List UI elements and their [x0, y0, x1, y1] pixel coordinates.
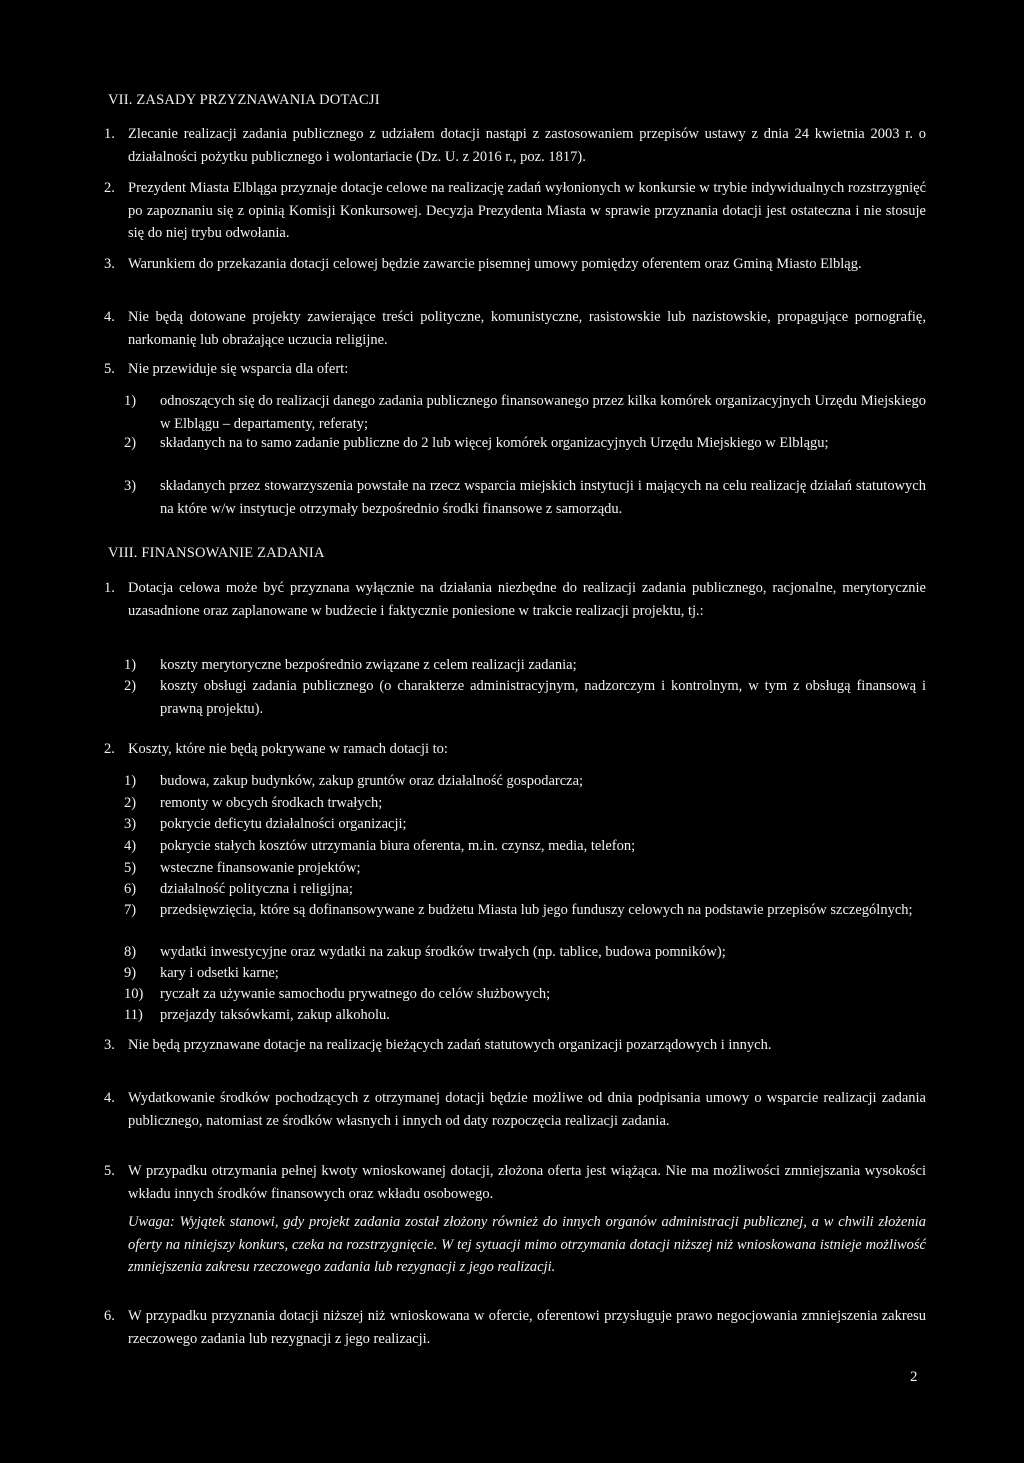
- item-text: W przypadku otrzymania pełnej kwoty wnioskowanej dotacji, złożona oferta jest wiążąca. Nie ma możliwości zmniejszania wysokości wkładu innych środków finansowych oraz wkładu osobowego.: [128, 1163, 926, 1202]
- sub-text: działalność polityczna i religijna;: [160, 881, 353, 897]
- sub-text: składanych na to samo zadanie publiczne do 2 lub więcej komórek organizacyjnych Urzędu Miejskiego w Elblągu;: [160, 435, 829, 451]
- sec8-sub2-2: [124, 792, 926, 815]
- sub-number: 7): [124, 902, 137, 918]
- sec8-item-5: [104, 1160, 926, 1205]
- item-number: 3.: [104, 256, 115, 272]
- sec8-sub2-3: [124, 813, 926, 836]
- sec7-item-2: [104, 177, 926, 245]
- sec8-sub2-8: [124, 941, 926, 964]
- sub-text: składanych przez stowarzyszenia powstałe na rzecz wsparcia miejskich instytucji i mających na celu realizację działań statutowych na które w/w instytucje otrzymały bezpośrednio środki finansowe z samorządu.: [160, 478, 926, 517]
- item-number: 5.: [104, 361, 115, 377]
- sec8-sub2-11: [124, 1004, 926, 1027]
- sec8-sub1-2: [124, 675, 926, 720]
- item-number: 2.: [104, 180, 115, 196]
- item-text: Nie będą dotowane projekty zawierające treści polityczne, komunistyczne, rasistowskie lub nazistowskie, propagujące pornografię, narkomanię lub obrażające uczucia religijne.: [128, 309, 926, 348]
- sec8-sub2-5: [124, 857, 926, 880]
- item-text: Zlecanie realizacji zadania publicznego z udziałem dotacji nastąpi z zastosowaniem przepisów ustawy z dnia 24 kwietnia 2003 r. o działalności pożytku publicznego i wolontariacie (Dz. U. z 2016 r., poz. 1817).: [128, 126, 926, 165]
- sec8-item-6: [104, 1305, 926, 1350]
- sub-number: 2): [124, 795, 137, 811]
- sec8-sub2-4: [124, 835, 926, 858]
- sub-number: 5): [124, 860, 137, 876]
- sec8-sub2-1: [124, 770, 926, 793]
- sec7-sub-2: [124, 432, 926, 455]
- sub-number: 11): [124, 1007, 143, 1023]
- sec8-sub2-10: [124, 983, 926, 1006]
- section-8-heading: VIII. FINANSOWANIE ZADANIA: [108, 545, 325, 561]
- item-number: 1.: [104, 126, 115, 142]
- item-number: 4.: [104, 309, 115, 325]
- item-text: Nie przewiduje się wsparcia dla ofert:: [128, 361, 349, 377]
- section-7-heading: VII. ZASADY PRZYZNAWANIA DOTACJI: [108, 92, 380, 108]
- item-text: Warunkiem do przekazania dotacji celowej będzie zawarcie pisemnej umowy pomiędzy oferentem oraz Gminą Miasto Elbląg.: [128, 256, 862, 272]
- sub-number: 1): [124, 657, 137, 673]
- item-text: Prezydent Miasta Elbląga przyznaje dotacje celowe na realizację zadań wyłonionych w konkursie w trybie indywidualnych rozstrzygnięć po zapoznaniu się z opinią Komisji Konkursowej. Decyzja Prezydenta Miasta w sprawie przyznania dotacji jest ostateczna i nie stosuje się do niej trybu odwołania.: [128, 180, 926, 241]
- item-text: Dotacja celowa może być przyznana wyłącznie na działania niezbędne do realizacji zadania publicznego, racjonalne, merytorycznie uzasadnione oraz zaplanowane w budżecie i faktycznie poniesione w trakcie realizacji projektu, tj.:: [128, 580, 926, 619]
- sub-text: wydatki inwestycyjne oraz wydatki na zakup środków trwałych (np. tablice, budowa pomników);: [160, 944, 726, 960]
- item-number: 3.: [104, 1037, 115, 1053]
- sec8-item-4: [104, 1087, 926, 1132]
- sub-number: 1): [124, 393, 137, 409]
- sub-text: wsteczne finansowanie projektów;: [160, 860, 361, 876]
- sub-text: odnoszących się do realizacji danego zadania publicznego finansowanego przez kilka komórek organizacyjnych Urzędu Miejskiego w Elblągu – departamenty, referaty;: [160, 393, 926, 432]
- sub-number: 3): [124, 478, 137, 494]
- sec7-item-1: [104, 123, 926, 168]
- sec8-sub2-9: [124, 962, 926, 985]
- sub-number: 9): [124, 965, 137, 981]
- sub-text: pokrycie stałych kosztów utrzymania biura oferenta, m.in. czynsz, media, telefon;: [160, 838, 636, 854]
- item-text: W przypadku przyznania dotacji niższej niż wnioskowana w ofercie, oferentowi przysługuje prawo negocjowania zmniejszenia zakresu rzeczowego zadania lub rezygnacji z jego realizacji.: [128, 1308, 926, 1347]
- sec7-item-4: [104, 306, 926, 351]
- sec8-item-1: [104, 577, 926, 622]
- sub-number: 8): [124, 944, 137, 960]
- sub-number: 1): [124, 773, 137, 789]
- sec8-sub2-6: [124, 878, 926, 901]
- item-text: Nie będą przyznawane dotacje na realizację bieżących zadań statutowych organizacji pozarządowych i innych.: [128, 1037, 772, 1053]
- sec7-sub-1: [124, 390, 926, 435]
- sub-text: przejazdy taksówkami, zakup alkoholu.: [160, 1007, 390, 1023]
- item-text: Koszty, które nie będą pokrywane w ramach dotacji to:: [128, 741, 448, 757]
- sec8-item-2: [104, 738, 926, 761]
- item-number: 1.: [104, 580, 115, 596]
- item-number: 4.: [104, 1090, 115, 1106]
- sub-number: 2): [124, 678, 137, 694]
- sec8-sub2-7: [124, 899, 926, 922]
- sub-text: remonty w obcych środkach trwałych;: [160, 795, 383, 811]
- sub-text: budowa, zakup budynków, zakup gruntów oraz działalność gospodarcza;: [160, 773, 584, 789]
- sub-number: 3): [124, 816, 137, 832]
- sub-number: 10): [124, 986, 144, 1002]
- sub-text: pokrycie deficytu działalności organizacji;: [160, 816, 407, 832]
- item-number: 6.: [104, 1308, 115, 1324]
- sub-number: 6): [124, 881, 137, 897]
- sec7-item-5: [104, 358, 926, 381]
- item-text: Wydatkowanie środków pochodzących z otrzymanej dotacji będzie możliwe od dnia podpisania umowy o wsparcie realizacji zadania publicznego, natomiast ze środków własnych i innych od daty rozpoczęcia realizacji zadania.: [128, 1090, 926, 1129]
- page-number: 2: [910, 1369, 918, 1385]
- item-number: 5.: [104, 1163, 115, 1179]
- item-number: 2.: [104, 741, 115, 757]
- sub-text: koszty merytoryczne bezpośrednio związane z celem realizacji zadania;: [160, 657, 577, 673]
- sub-text: przedsięwzięcia, które są dofinansowywane z budżetu Miasta lub jego funduszy celowych na podstawie przepisów szczególnych;: [160, 902, 913, 918]
- sub-text: koszty obsługi zadania publicznego (o charakterze administracyjnym, nadzorczym i kontrolnym, w tym z obsługą finansową i prawną projektu).: [160, 678, 926, 717]
- sub-text: ryczałt za używanie samochodu prywatnego do celów służbowych;: [160, 986, 551, 1002]
- sub-number: 2): [124, 435, 137, 451]
- sec8-item-3: [104, 1034, 926, 1057]
- sec8-sub1-1: [124, 654, 926, 677]
- sub-text: kary i odsetki karne;: [160, 965, 279, 981]
- note-paragraph: Uwaga: Wyjątek stanowi, gdy projekt zadania został złożony również do innych organów administracji publicznej, a w chwili złożenia oferty na niniejszy konkurs, czeka na rozstrzygnięcie. W tej sytuacji mimo otrzymania dotacji niższej niż wnioskowana istnieje możliwość zmniejszenia zakresu rzeczowego zadania lub rezygnacji z jego realizacji.: [128, 1214, 926, 1275]
- sec7-item-3: [104, 253, 926, 276]
- sub-number: 4): [124, 838, 137, 854]
- sec7-sub-3: [124, 475, 926, 520]
